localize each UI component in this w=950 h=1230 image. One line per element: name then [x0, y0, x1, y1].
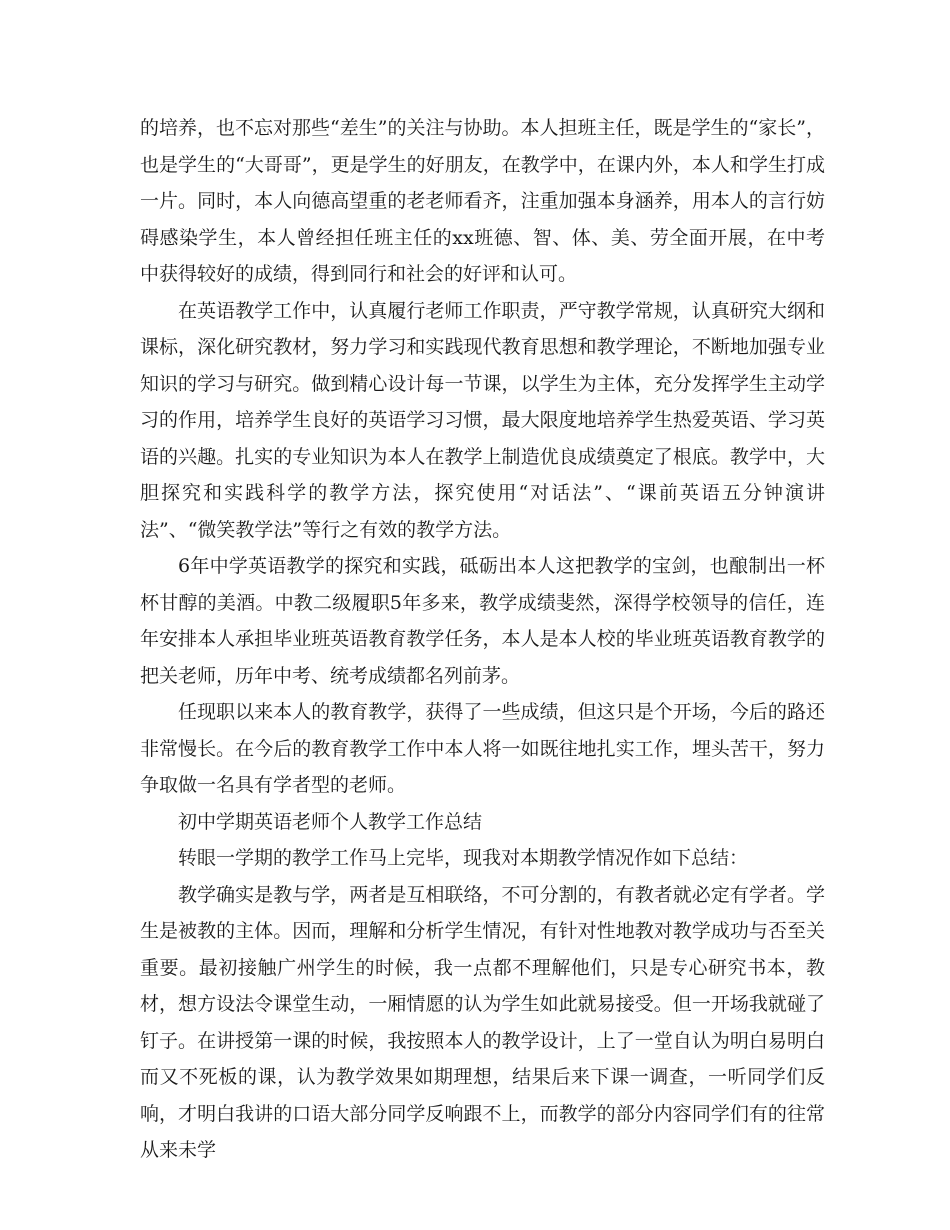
paragraph-2: 在英语教学工作中，认真履行老师工作职责，严守教学常规，认真研究大纲和课标，深化研究教材，努力学习和实践现代教育思想和教学理论，不断地加强专业知识的学习与研究。做到精心设计每一节课，以学生为主体，充分发挥学生主动学习的作用，培养学生良好的英语学习习惯，最大限度地培养学生热爱英语、学习英语的兴趣。扎实的专业知识为本人在教学上制造优良成绩奠定了根底。教学中，大胆探究和实践科学的教学方法，探究使用“对话法”、“课前英语五分钟演讲法”、“微笑教学法”等行之有效的教学方法。: [140, 299, 825, 541]
paragraph-1: 的培养，也不忘对那些“差生”的关注与协助。本人担班主任，既是学生的“家长”，也是学生的“大哥哥”，更是学生的好朋友，在教学中，在课内外，本人和学生打成一片。同时，本人向德高望重的老老师看齐，注重加强本身涵养，用本人的言行妨碍感染学生，本人曾经担任班主任的xx班德、智、体、美、劳全面开展，在中考中获得较好的成绩，得到同行和社会的好评和认可。: [140, 117, 825, 285]
section-title: 初中学期英语老师个人教学工作总结: [178, 810, 483, 833]
paragraph-5: 转眼一学期的教学工作马上完毕，现我对本期教学情况作如下总结：: [178, 847, 749, 869]
paragraph-6: 教学确实是教与学，两者是互相联络，不可分割的，有教者就必定有学者。学生是被教的主体。因而，理解和分析学生情况，有针对性地教对教学成功与否至关重要。最初接触广州学生的时候，我一点都不理解他们，只是专心研究书本，教材，想方设法令课堂生动，一厢情愿的认为学生如此就易接受。但一开场我就碰了钉子。在讲授第一课的时候，我按照本人的教学设计，上了一堂自认为明白易明白而又不死板的课，认为教学效果如期理想，结果后来下课一调查，一听同学们反响，才明白我讲的口语大部分同学反响跟不上，而教学的部分内容同学们有的往常从来未学: [140, 883, 825, 1161]
document-body: [140, 110, 825, 1169]
paragraph-3: 6年中学英语教学的探究和实践，砥砺出本人这把教学的宝剑，也酿制出一杯杯甘醇的美酒。中教二级履职5年多来，教学成绩斐然，深得学校领导的信任，连年安排本人承担毕业班英语教育教学任务，本人是本人校的毕业班英语教育教学的把关老师，历年中考、统考成绩都名列前茅。: [140, 555, 825, 687]
paragraph-4: 任现职以来本人的教育教学，获得了一些成绩，但这只是个开场，今后的路还非常慢长。在今后的教育教学工作中本人将一如既往地扎实工作，埋头苦干，努力争取做一名具有学者型的老师。: [140, 701, 825, 796]
